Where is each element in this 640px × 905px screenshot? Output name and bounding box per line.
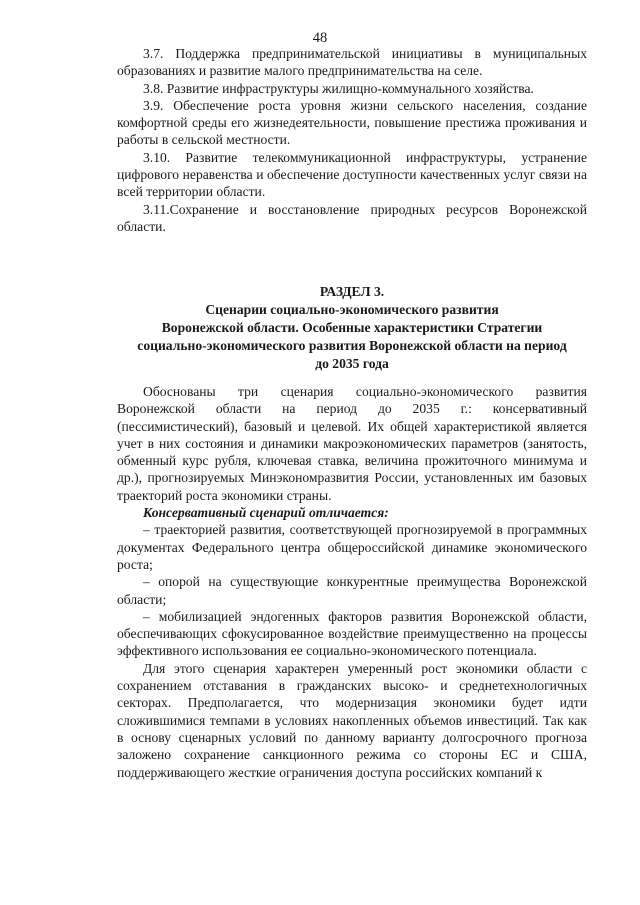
list-item: 3.8. Развитие инфраструктуры жилищно-коммунального хозяйства. (143, 80, 534, 96)
section-body (117, 383, 587, 781)
page-number: 48 (312, 30, 328, 46)
list-item: 3.11.Сохранение и восстановление природных ресурсов Воронежской области. (117, 201, 587, 234)
section-label: РАЗДЕЛ 3. (319, 284, 385, 299)
list-item: 3.7. Поддержка предпринимательской инициативы в муниципальных образованиях и развитие малого предпринимательства на селе. (117, 46, 587, 79)
closing-paragraph: Для этого сценария характерен умеренный рост экономики области с сохранением отставания в гражданских высоко- и среднетехнологичных секторах. Предполагается, что модернизация экономики будет идти сложившимися темпами в условиях накопленных объемов инвестиций. Так как в основу сценарных условий по данному варианту долгосрочного прогноза заложено сохранение санкционного режима со стороны ЕС и США, поддерживающего жесткие ограничения доступа российских компаний к (117, 660, 587, 780)
intro-paragraph: Обоснованы три сценария социально-экономического развития Воронежской области на период до 2035 г.: консервативный (пессимистический), базовый и целевой. Их общей характеристикой является учет в них состояния и динамики макроэкономических параметров (занятость, обменный курс рубля, ключевая ставка, величина прожиточного минимума и др.), прогнозируемых Минэкономразвития России, установленных им базовых траекторий роста экономики страны. (117, 384, 587, 503)
section-title-line: Сценарии социально-экономического развития (205, 302, 499, 317)
scenario-subheading: Консервативный сценарий отличается: (143, 505, 389, 521)
bullet-item: – мобилизацией эндогенных факторов развития Воронежской области, обеспечивающих сфокусированное воздействие преимущественно на процессы эффективного использования ее социально-экономического потенциала. (117, 608, 587, 659)
bullet-item: – траекторией развития, соответствующей прогнозируемой в программных документах Федерального центра общероссийской динамике экономического роста; (117, 522, 587, 572)
section-title-line: Воронежской области. Особенные характеристики Стратегии (161, 320, 543, 335)
measures-list (117, 45, 587, 235)
list-item: 3.10. Развитие телекоммуникационной инфраструктуры, устранение цифрового неравенства и обеспечение доступности качественных услуг связи на всей территории области. (117, 149, 587, 200)
section-heading (117, 283, 587, 373)
section-title-line: социально-экономического развития Воронежской области на период (137, 338, 567, 353)
list-item: 3.9. Обеспечение роста уровня жизни сельского населения, создание комфортной среды его жизнедеятельности, повышение престижа проживания и работы в сельской местности. (117, 97, 587, 148)
bullet-item: – опорой на существующие конкурентные преимущества Воронежской области; (117, 574, 587, 607)
section-title-line: до 2035 года (315, 356, 389, 371)
